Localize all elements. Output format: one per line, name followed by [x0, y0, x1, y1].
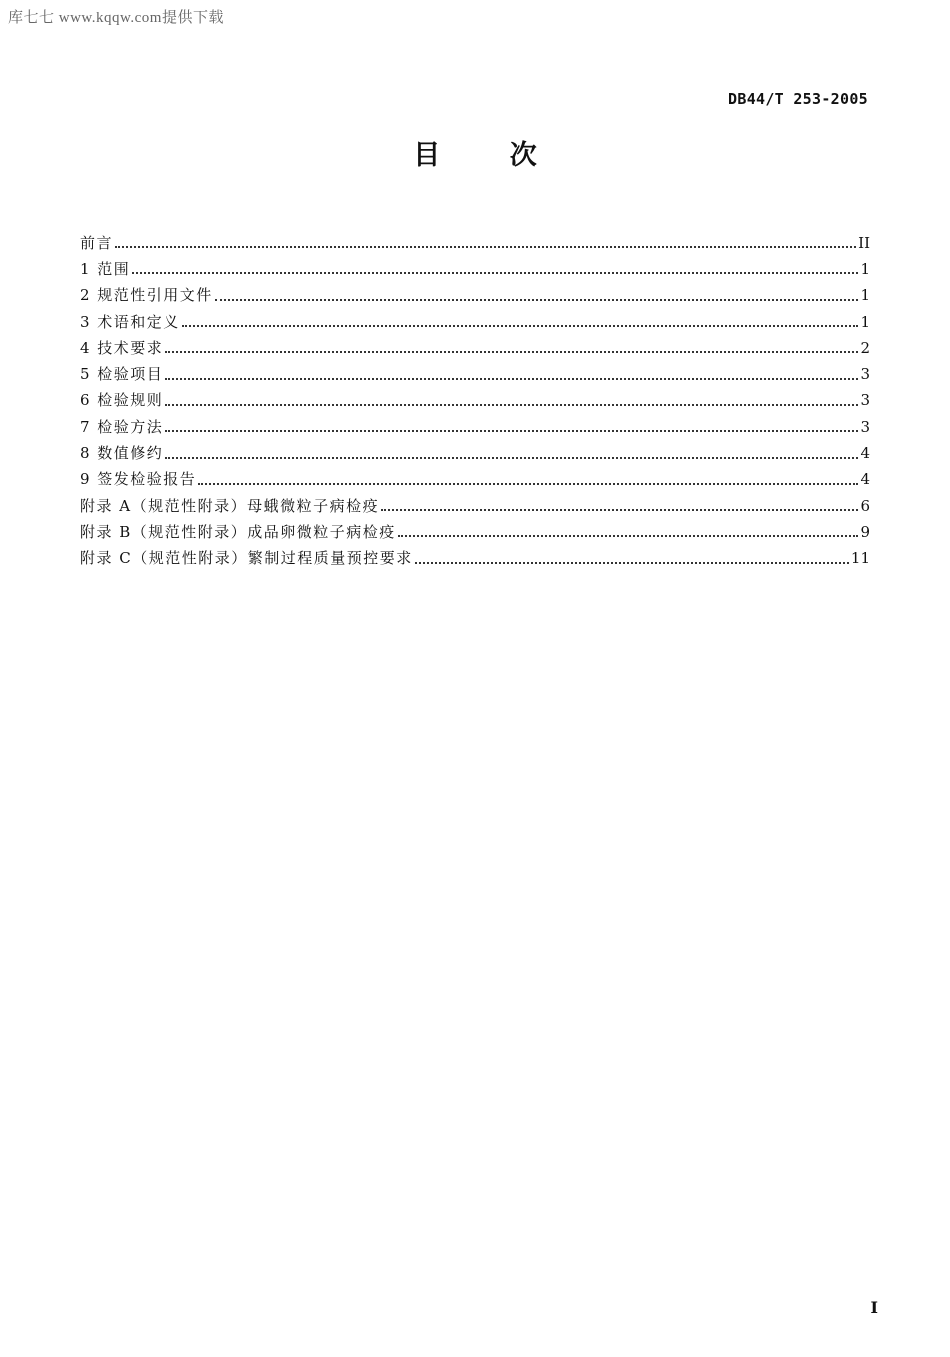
toc-entry-terms-definitions[interactable]: [80, 309, 870, 335]
toc-entry-inspection-report[interactable]: [80, 467, 870, 493]
toc-entry-scope[interactable]: [80, 256, 870, 282]
dot-leader: [415, 560, 849, 564]
toc-entry-numerical-rounding[interactable]: [80, 440, 870, 466]
toc-entry-label: 9 签发检验报告: [80, 470, 197, 489]
toc-entry-page: II: [858, 233, 870, 252]
toc-entry-label: 4 技术要求: [80, 338, 164, 357]
dot-leader: [198, 481, 858, 485]
toc-entry-technical-requirements[interactable]: [80, 335, 870, 361]
toc-entry-label: 2 规范性引用文件: [80, 286, 213, 305]
toc-entry-label: 附录 C（规范性附录）繁制过程质量预控要求: [80, 549, 413, 568]
dot-leader: [182, 323, 859, 327]
document-code: DB44/T 253-2005: [728, 90, 868, 108]
toc-entry-page: 4: [860, 470, 870, 489]
toc-entry-label: 附录 A（规范性附录）母蛾微粒子病检疫: [80, 496, 380, 515]
toc-entry-annex-c[interactable]: [80, 546, 870, 572]
dot-leader: [115, 244, 856, 248]
toc-entry-page: 3: [860, 417, 870, 436]
toc-entry-normative-references[interactable]: [80, 283, 870, 309]
toc-entry-page: 9: [860, 522, 870, 541]
dot-leader: [165, 428, 858, 432]
page-number: I: [870, 1298, 878, 1317]
toc-entry-label: 5 检验项目: [80, 365, 164, 384]
toc-entry-page: 1: [860, 259, 870, 278]
dot-leader: [398, 533, 859, 537]
toc-entry-page: 3: [860, 391, 870, 410]
toc-entry-foreword[interactable]: [80, 230, 870, 256]
toc-entry-page: 11: [850, 549, 870, 568]
dot-leader: [165, 376, 858, 380]
toc-entry-label: 7 检验方法: [80, 417, 164, 436]
toc-entry-page: 6: [860, 496, 870, 515]
toc-entry-annex-a[interactable]: [80, 493, 870, 519]
watermark-text: 库七七 www.kqqw.com提供下载: [8, 10, 224, 26]
toc-entry-label: 3 术语和定义: [80, 312, 180, 331]
toc-entry-page: 1: [860, 286, 870, 305]
toc-entry-inspection-items[interactable]: [80, 361, 870, 387]
dot-leader: [132, 270, 858, 274]
toc-entry-label: 6 检验规则: [80, 391, 164, 410]
toc-entry-page: 4: [860, 444, 870, 463]
toc-entry-label: 1 范围: [80, 259, 131, 278]
dot-leader: [165, 349, 858, 353]
dot-leader: [215, 297, 859, 301]
toc-entry-label: 附录 B（规范性附录）成品卵微粒子病检疫: [80, 522, 396, 541]
page-title: 目 次: [413, 140, 567, 171]
toc-entry-page: 1: [860, 312, 870, 331]
toc-entry-inspection-methods[interactable]: [80, 414, 870, 440]
toc-entry-page: 3: [860, 365, 870, 384]
table-of-contents: [80, 230, 870, 572]
toc-entry-annex-b[interactable]: [80, 519, 870, 545]
dot-leader: [165, 402, 858, 406]
toc-entry-inspection-rules[interactable]: [80, 388, 870, 414]
toc-entry-label: 前言: [80, 233, 114, 252]
toc-entry-label: 8 数值修约: [80, 444, 164, 463]
dot-leader: [381, 507, 858, 511]
dot-leader: [165, 455, 858, 459]
toc-entry-page: 2: [860, 338, 870, 357]
